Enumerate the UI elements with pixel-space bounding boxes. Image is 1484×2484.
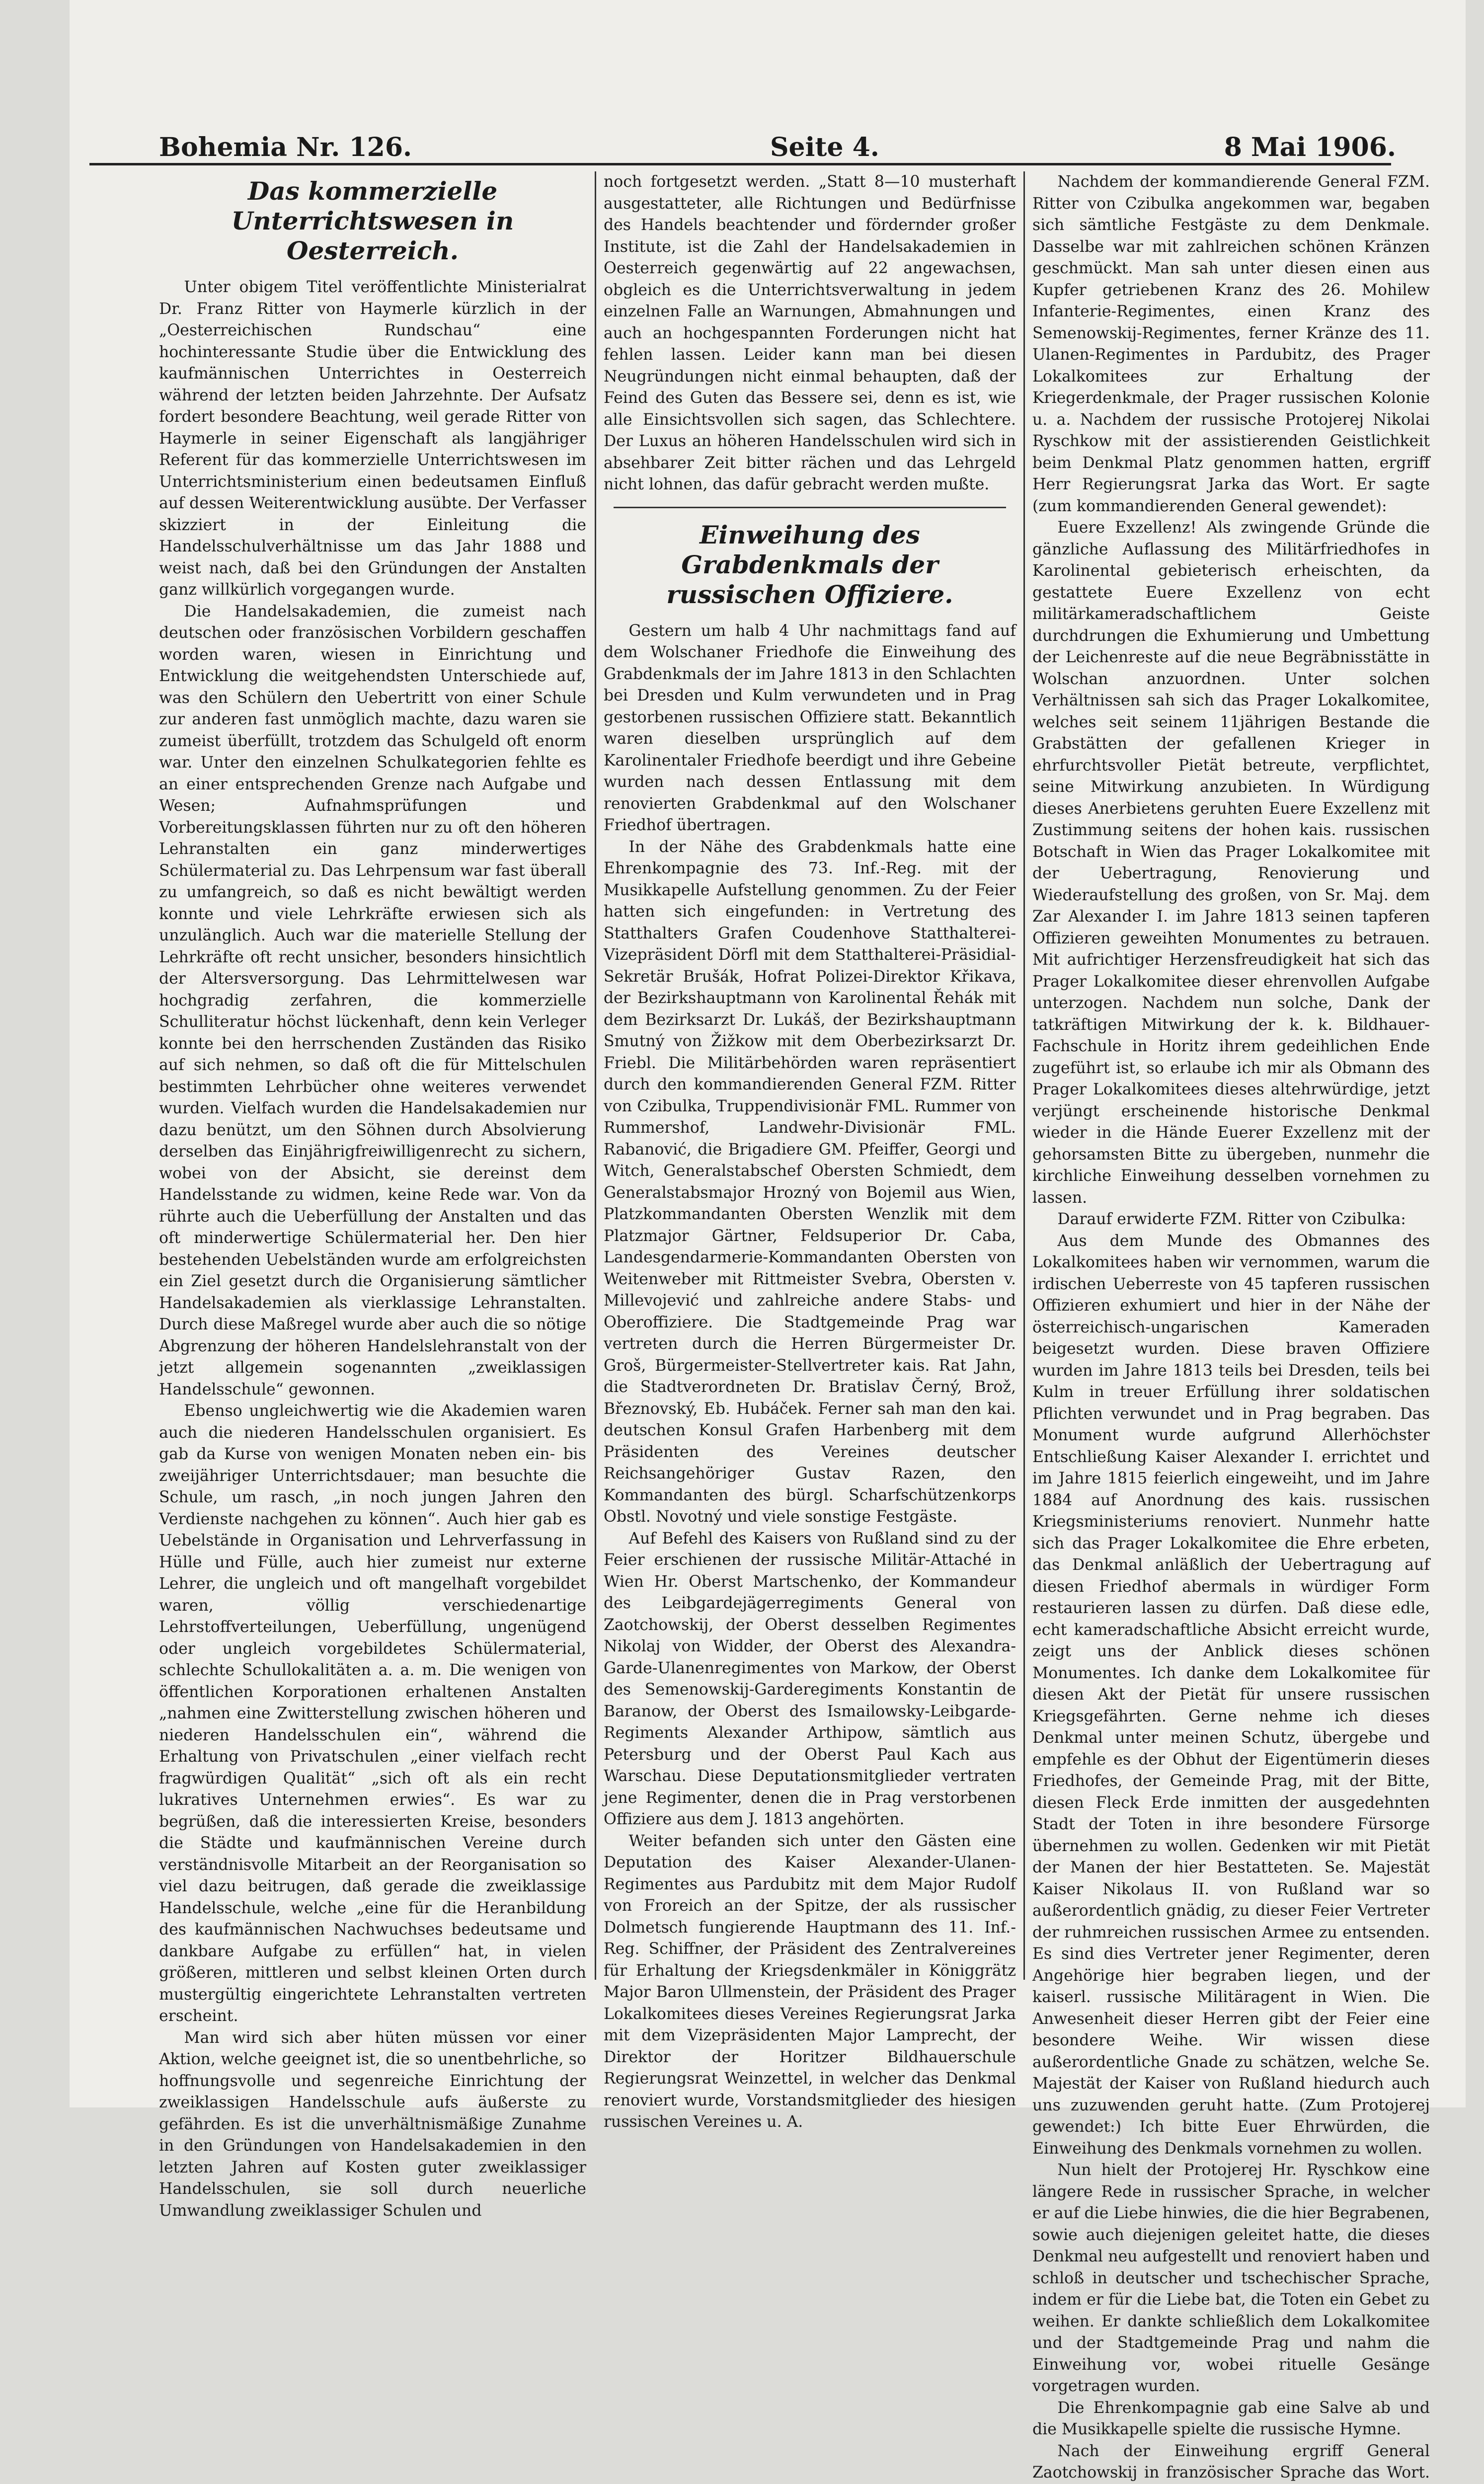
article-paragraph: Man wird sich aber hüten müssen vor einer Aktion, welche geeignet ist, die so unentbehrliche, so hoffnungsvolle und segenreiche Einrichtung der zweiklassigen Handelsschule aufs äußerste zu gefährden. Es ist die unverhältnismäßige Zunahme in den Gründungen von Handelsakademien in den letzten Jahren auf Kosten guter zweiklassiger Handelsschulen, sie soll durch neuerliche Umwandlung zweiklassiger Schulen und [159,2027,586,2222]
article-paragraph: Gestern um halb 4 Uhr nachmittags fand auf dem Wolschaner Friedhofe die Einweihung des Grabdenkmals der im Jahre 1813 in den Schlachten bei Dresden und Kulm verwundeten und in Prag gestorbenen russischen Offiziere statt. Bekanntlich waren dieselben ursprünglich auf dem Karolinentaler Friedhofe beerdigt und ihre Gebeine wurden nach dessen Entlassung mit dem renovierten Grabdenkmal auf den Wolschaner Friedhof übertragen. [604,621,1016,837]
article-paragraph: Euere Exzellenz! Als zwingende Gründe die gänzliche Auflassung des Militärfriedhofes in Karolinental gebieterisch erheischten, da gestattete Euere Exzellenz von echt militärkameradschaftlichem Geiste durchdrungen die Exhumierung und Umbettung der Leichenreste auf die neue Begräbnisstätte in Wolschan anzuordnen. Unter solchen Verhältnissen sah sich das Prager Lokalkomitee, welches seit seinem 11jährigen Bestande die Grabstätten der gefallenen Krieger in ehrfurchtsvoller Pietät betreute, verpflichtet, seine Mitwirkung anzubieten. In Würdigung dieses Anerbietens geruhten Euere Exzellenz mit Zustimmung seitens der hohen kais. russischen Botschaft in Wien das Prager Lokalkomitee mit der Uebertragung, Renovierung und Wiederaufstellung des großen, von Sr. Maj. dem Zar Alexander I. im Jahre 1813 seinen tapferen Offizieren geweihten Monumentes zu betrauen. Mit aufrichtiger Herzensfreudigkeit hat sich das Prager Lokalkomitee dieser ehrenvollen Aufgabe unterzogen. Nachdem nun solche, Dank der tatkräftigen Mitwirkung der k. k. Bildhauer-Fachschule in Horitz ihrem gedeihlichen Ende zugeführt ist, so erlaube ich mir als Obmann des Prager Lokalkomitees dieses altehrwürdige, jetzt verjüngt erscheinende historische Denkmal wieder in die Hände Euerer Exzellenz mit der gehorsamsten Bitte zu übergeben, nunmehr die kirchliche Einweihung desselben vornehmen zu lassen. [1032,517,1430,1209]
article-separator [614,507,1006,508]
column-1 [159,171,586,2010]
page-header [89,118,1391,165]
article-paragraph: Nach der Einweihung ergriff General Zaotchowskij in französischer Sprache das Wort. [1032,2441,1430,2484]
article-paragraph: Darauf erwiderte FZM. Ritter von Czibulka: [1032,1209,1430,1231]
article-paragraph: noch fortgesetzt werden. „Statt 8—10 musterhaft ausgestatteter, alle Richtungen und Bedürfnisse des Handels beachtender und fördernder großer Institute, ist die Zahl der Handelsakademien in Oesterreich gegenwärtig auf 22 angewachsen, obgleich es die Unterrichtsverwaltung in jedem einzelnen Falle an Warnungen, Abmahnungen und auch an hochgespannten Forderungen nicht hat fehlen lassen. Leider kann man bei diesen Neugründungen nicht einmal behaupten, daß der Feind des Guten das Bessere sei, denn es ist, wie alle Einsichtsvollen sich sagen, das Schlechtere. Der Luxus an höheren Handelsschulen wird sich in absehbarer Zeit bitter rächen und das Lehrgeld nicht lohnen, das dafür gebracht werden mußte. [604,171,1016,496]
article-paragraph: Die Handelsakademien, die zumeist nach deutschen oder französischen Vorbildern geschaffen worden waren, wiesen in Einrichtung und Entwicklung die weitgehendsten Unterschiede auf, was den Schülern den Uebertritt von einer Schule zur anderen fast unmöglich machte, dazu waren sie zumeist überfüllt, trotzdem das Schulgeld oft enorm war. Unter den einzelnen Schulkategorien fehlte es an einer entsprechenden Grenze nach Aufgabe und Wesen; Aufnahmsprüfungen und Vorbereitungsklassen führten nur zu oft den höheren Lehranstalten ein ganz minderwertiges Schülermaterial zu. Das Lehrpensum war fast überall zu umfangreich, so daß es nicht bewältigt werden konnte und viele Lehrkräfte erwiesen sich als unzulänglich. Auch war die materielle Stellung der Lehrkräfte oft recht unsicher, besonders hinsichtlich der Altersversorgung. Das Lehrmittelwesen war hochgradig zerfahren, die kommerzielle Schulliteratur höchst lückenhaft, denn kein Verleger konnte bei den herrschenden Zuständen das Risiko auf sich nehmen, so daß oft die für Mittelschulen bestimmten Lehrbücher ohne weiteres verwendet wurden. Vielfach wurden die Handelsakademien nur dazu benützt, um den Söhnen durch Absolvierung derselben das Einjährigfreiwilligenrecht zu sichern, wobei von der Absicht, sie dereinst dem Handelsstande zu widmen, keine Rede war. Von da rührte auch die Ueberfüllung der Anstalten und das oft minderwertige Schülermaterial her. Den hier bestehenden Uebelständen wurde am erfolgreichsten ein Ziel gesetzt durch die Organisierung sämtlicher Handelsakademien als vierklassige Lehranstalten. Durch diese Maßregel wurde aber auch die so nötige Abgrenzung der höheren Handelslehranstalt von der jetzt allgemein sogenannten „zweiklassigen Handelsschule“ gewonnen. [159,601,586,1401]
column-2 [604,171,1016,2010]
article-paragraph: Aus dem Munde des Obmannes des Lokalkomitees haben wir vernommen, warum die irdischen Ueberreste von 45 tapferen russischen Offizieren exhumiert und hier in der Nähe der österreichisch-ungarischen Kameraden beigesetzt wurden. Diese braven Offiziere wurden im Jahre 1813 teils bei Dresden, teils bei Kulm in treuer Erfüllung ihrer soldatischen Pflichten verwundet und in Prag begraben. Das Monument wurde aufgrund Allerhöchster Entschließung Kaiser Alexander I. errichtet und im Jahre 1815 feierlich eingeweiht, und im Jahre 1884 auf Anordnung des kais. russischen Kriegsministeriums renoviert. Nunmehr hatte sich das Prager Lokalkomitee die Ehre erbeten, das Denkmal anläßlich der Uebertragung auf diesen Friedhof abermals in würdiger Form restaurieren lassen zu dürfen. Daß diese edle, echt kameradschaftliche Absicht erreicht wurde, zeigt uns der Anblick dieses schönen Monumentes. Ich danke dem Lokalkomitee für diesen Akt der Pietät für unsere russischen Kriegsgefährten. Gerne nehme ich dieses Denkmal unter meinen Schutz, übergebe und empfehle es der Obhut der Eigentümerin dieses Friedhofes, der Gemeinde Prag, mit der Bitte, diesen Fleck Erde inmitten der ausgedehnten Stadt der Toten in ihre besondere Fürsorge übernehmen zu wollen. Gedenken wir mit Pietät der Manen der hier Bestatteten. Se. Majestät Kaiser Nikolaus II. von Rußland war so außerordentlich gnädig, zu dieser Feier Vertreter der ruhmreichen russischen Armee zu entsenden. Es sind dies Vertreter jener Regimenter, deren Angehörige hier begraben liegen, und der kaiserl. russische Militäragent in Wien. Die Anwesenheit dieser Herren gibt der Feier eine besondere Weihe. Wir wissen diese außerordentliche Gnade zu schätzen, welche Se. Majestät der Kaiser von Rußland hiedurch auch uns zuzuwenden geruht hatte. (Zum Protojerej gewendet:) Ich bitte Euer Ehrwürden, die Einweihung des Denkmals vornehmen zu wollen. [1032,1231,1430,2160]
article-paragraph: Auf Befehl des Kaisers von Rußland sind zu der Feier erschienen der russische Militär-Attaché in Wien Hr. Oberst Martschenko, der Kommandeur des Leibgardejägerregiments General von Zaotchowskij, der Oberst desselben Regimentes Nikolaj von Widder, der Oberst des Alexandra-Garde-Ulanenregimentes von Markow, der Oberst des Semenowskij-Garderegiments Konstantin de Baranow, der Oberst des Ismailowsky-Leibgarde-Regiments Alexander Arthipow, sämtlich aus Petersburg und der Oberst Paul Kach aus Warschau. Diese Deputationsmitglieder vertraten jene Regimenter, denen die in Prag verstorbenen Offiziere aus dem J. 1813 angehörten. [604,1528,1016,1831]
article-paragraph: Nachdem der kommandierende General FZM. Ritter von Czibulka angekommen war, begaben sich sämtliche Festgäste zu dem Denkmale. Dasselbe war mit zahlreichen schönen Kränzen geschmückt. Man sah unter diesen einen aus Kupfer getriebenen Kranz des 26. Mohilew Infanterie-Regimentes, einen Kranz des Semenowskij-Regimentes, ferner Kränze des 11. Ulanen-Regimentes in Pardubitz, des Prager Lokalkomitees zur Erhaltung der Kriegerdenkmale, der Prager russischen Kolonie u. a. Nachdem der russische Protojerej Nikolai Ryschkow mit der assistierenden Geistlichkeit beim Denkmal Platz genommen hatten, ergriff Herr Regierungsrat Jarka das Wort. Er sagte (zum kommandierenden General gewendet): [1032,171,1430,517]
column-divider [1023,171,1025,1980]
article-paragraph: Die Ehrenkompagnie gab eine Salve ab und die Musikkapelle spielte die russische Hymne. [1032,2398,1430,2441]
issue-date: 8 Mai 1906. [1224,132,1396,162]
newspaper-issue: Bohemia Nr. 126. [159,132,412,162]
column-3 [1032,171,1430,2010]
article-paragraph: Nun hielt der Protojerej Hr. Ryschkow eine längere Rede in russischer Sprache, in welcher er auf die Liebe hinwies, die die hier Begrabenen, sowie auch diejenigen geleitet hatte, die dieses Denkmal neu aufgestellt und renoviert haben und schloß in deutscher und tschechischer Sprache, indem er für die Liebe bat, die Toten ein Gebet zu weihen. Er dankte schließlich dem Lokalkomitee und der Stadtgemeinde Prag und nahm die Einweihung vor, wobei rituelle Gesänge vorgetragen wurden. [1032,2160,1430,2398]
article-paragraph: Unter obigem Titel veröffentlichte Ministerialrat Dr. Franz Ritter von Haymerle kürzlich in der „Oesterreichischen Rundschau“ eine hochinteressante Studie über die Entwicklung des kaufmännischen Unterrichtes in Oesterreich während der letzten beiden Jahrzehnte. Der Aufsatz fordert besondere Beachtung, weil gerade Ritter von Haymerle in seiner Eigenschaft als langjähriger Referent für das kommerzielle Unterrichtswesen im Unterrichtsministerium einen bedeutsamen Einfluß auf dessen Weiterentwicklung ausübte. Der Verfasser skizziert in der Einleitung die Handelsschulverhältnisse um das Jahr 1888 und weist nach, daß bei den Gründungen der Anstalten ganz willkürlich vorgegangen wurde. [159,277,586,601]
article-paragraph: Ebenso ungleichwertig wie die Akademien waren auch die niederen Handelsschulen organisiert. Es gab da Kurse von wenigen Monaten neben ein- bis zweijähriger Unterrichtsdauer; man besuchte die Schule, um rasch, „in noch jungen Jahren den Verdienste nachgehen zu können“. Auch hier gab es Uebelstände in Organisation und Lehrverfassung in Hülle und Fülle, auch hier zumeist nur externe Lehrer, die ungleich und oft mangelhaft vorgebildet waren, völlig verschiedenartige Lehrstoffverteilungen, Ueberfüllung, ungenügend oder ungleich vorgebildetes Schülermaterial, schlechte Schullokalitäten a. a. m. Die wenigen von öffentlichen Korporationen erhaltenen Anstalten „nahmen eine Zwitterstellung zwischen höheren und niederen Handelsschulen ein“, während die Erhaltung von Privatschulen „einer vielfach recht fragwürdigen Qualität“ „sich oft als ein recht lukratives Unternehmen erwies“. Es war zu begrüßen, daß die interessierten Kreise, besonders die Städte und kaufmännischen Vereine durch verständnisvolle Mitarbeit an der Reorganisation so viel dazu beitrugen, daß gerade die zweiklassige Handelsschule, welche „eine für die Heranbildung des kaufmännischen Nachwuchses bedeutsame und dankbare Aufgabe zu erfüllen“ hat, in vielen größeren, mittleren und selbst kleinen Orten durch mustergültig eingerichtete Lehranstalten vertreten erscheint. [159,1400,586,2027]
article-title: Das kommerzielle Unterrichtswesen in Oesterreich. [159,176,586,266]
article-paragraph: In der Nähe des Grabdenkmals hatte eine Ehrenkompagnie des 73. Inf.-Reg. mit der Musikkapelle Aufstellung genommen. Zu der Feier hatten sich eingefunden: in Vertretung des Statthalters Grafen Coudenhove Statthalterei-Vizepräsident Dörfl mit dem Statthalterei-Präsidial-Sekretär Brušák, Hofrat Polizei-Direktor Křikava, der Bezirkshauptmann von Karolinental Řehák mit dem Bezirksarzt Dr. Lukáš, der Bezirkshauptmann Smutný von Žižkow mit dem Oberbezirksarzt Dr. Friebl. Die Militärbehörden waren repräsentiert durch den kommandierenden General FZM. Ritter von Czibulka, Truppendivisionär FML. Rummer von Rummershof, Landwehr-Divisionär FML. Rabanović, die Brigadiere GM. Pfeiffer, Georgi und Witch, Generalstabschef Obersten Schmiedt, dem Generalstabsmajor Hrozný von Bojemil aus Wien, Platzkommandanten Obersten Wenzlik mit dem Platzmajor Gärtner, Feldsuperior Dr. Caba, Landesgendarmerie-Kommandanten Obersten von Weitenweber mit Rittmeister Svebra, Obersten v. Millevojević und zahlreiche andere Stabs- und Oberoffiziere. Die Stadtgemeinde Prag war vertreten durch die Herren Bürgermeister Dr. Groš, Bürgermeister-Stellvertreter kais. Rat Jahn, die Stadtverordneten Dr. Bratislav Černý, Brož, Březnovský, Eb. Hubáček. Ferner sah man den kai. deutschen Konsul Grafen Harbenberg mit dem Präsidenten des Vereines deutscher Reichsangehöriger Gustav Razen, den Kommandanten des bürgl. Scharfschützenkorps Obstl. Novotný und viele sonstige Festgäste. [604,837,1016,1528]
article-paragraph: Weiter befanden sich unter den Gästen eine Deputation des Kaiser Alexander-Ulanen-Regimentes aus Pardubitz mit dem Major Rudolf von Froreich an der Spitze, der als russischer Dolmetsch fungierende Hauptmann des 11. Inf.-Reg. Schiffner, der Präsident des Zentralvereines für Erhaltung der Kriegsdenkmäler in Königgrätz Major Baron Ullmenstein, der Präsident des Prager Lokalkomitees dieses Vereines Regierungsrat Jarka mit dem Vizepräsidenten Major Lamprecht, der Direktor der Horitzer Bildhauerschule Regierungsrat Weinzettel, in welcher das Denkmal renoviert wurde, Vorstandsmitglieder des hiesigen russischen Vereines u. A. [604,1831,1016,2133]
column-divider [595,171,596,1980]
article-title: Einweihung des Grabdenkmals der russischen Offiziere. [604,520,1016,610]
page-number: Seite 4. [770,132,879,162]
